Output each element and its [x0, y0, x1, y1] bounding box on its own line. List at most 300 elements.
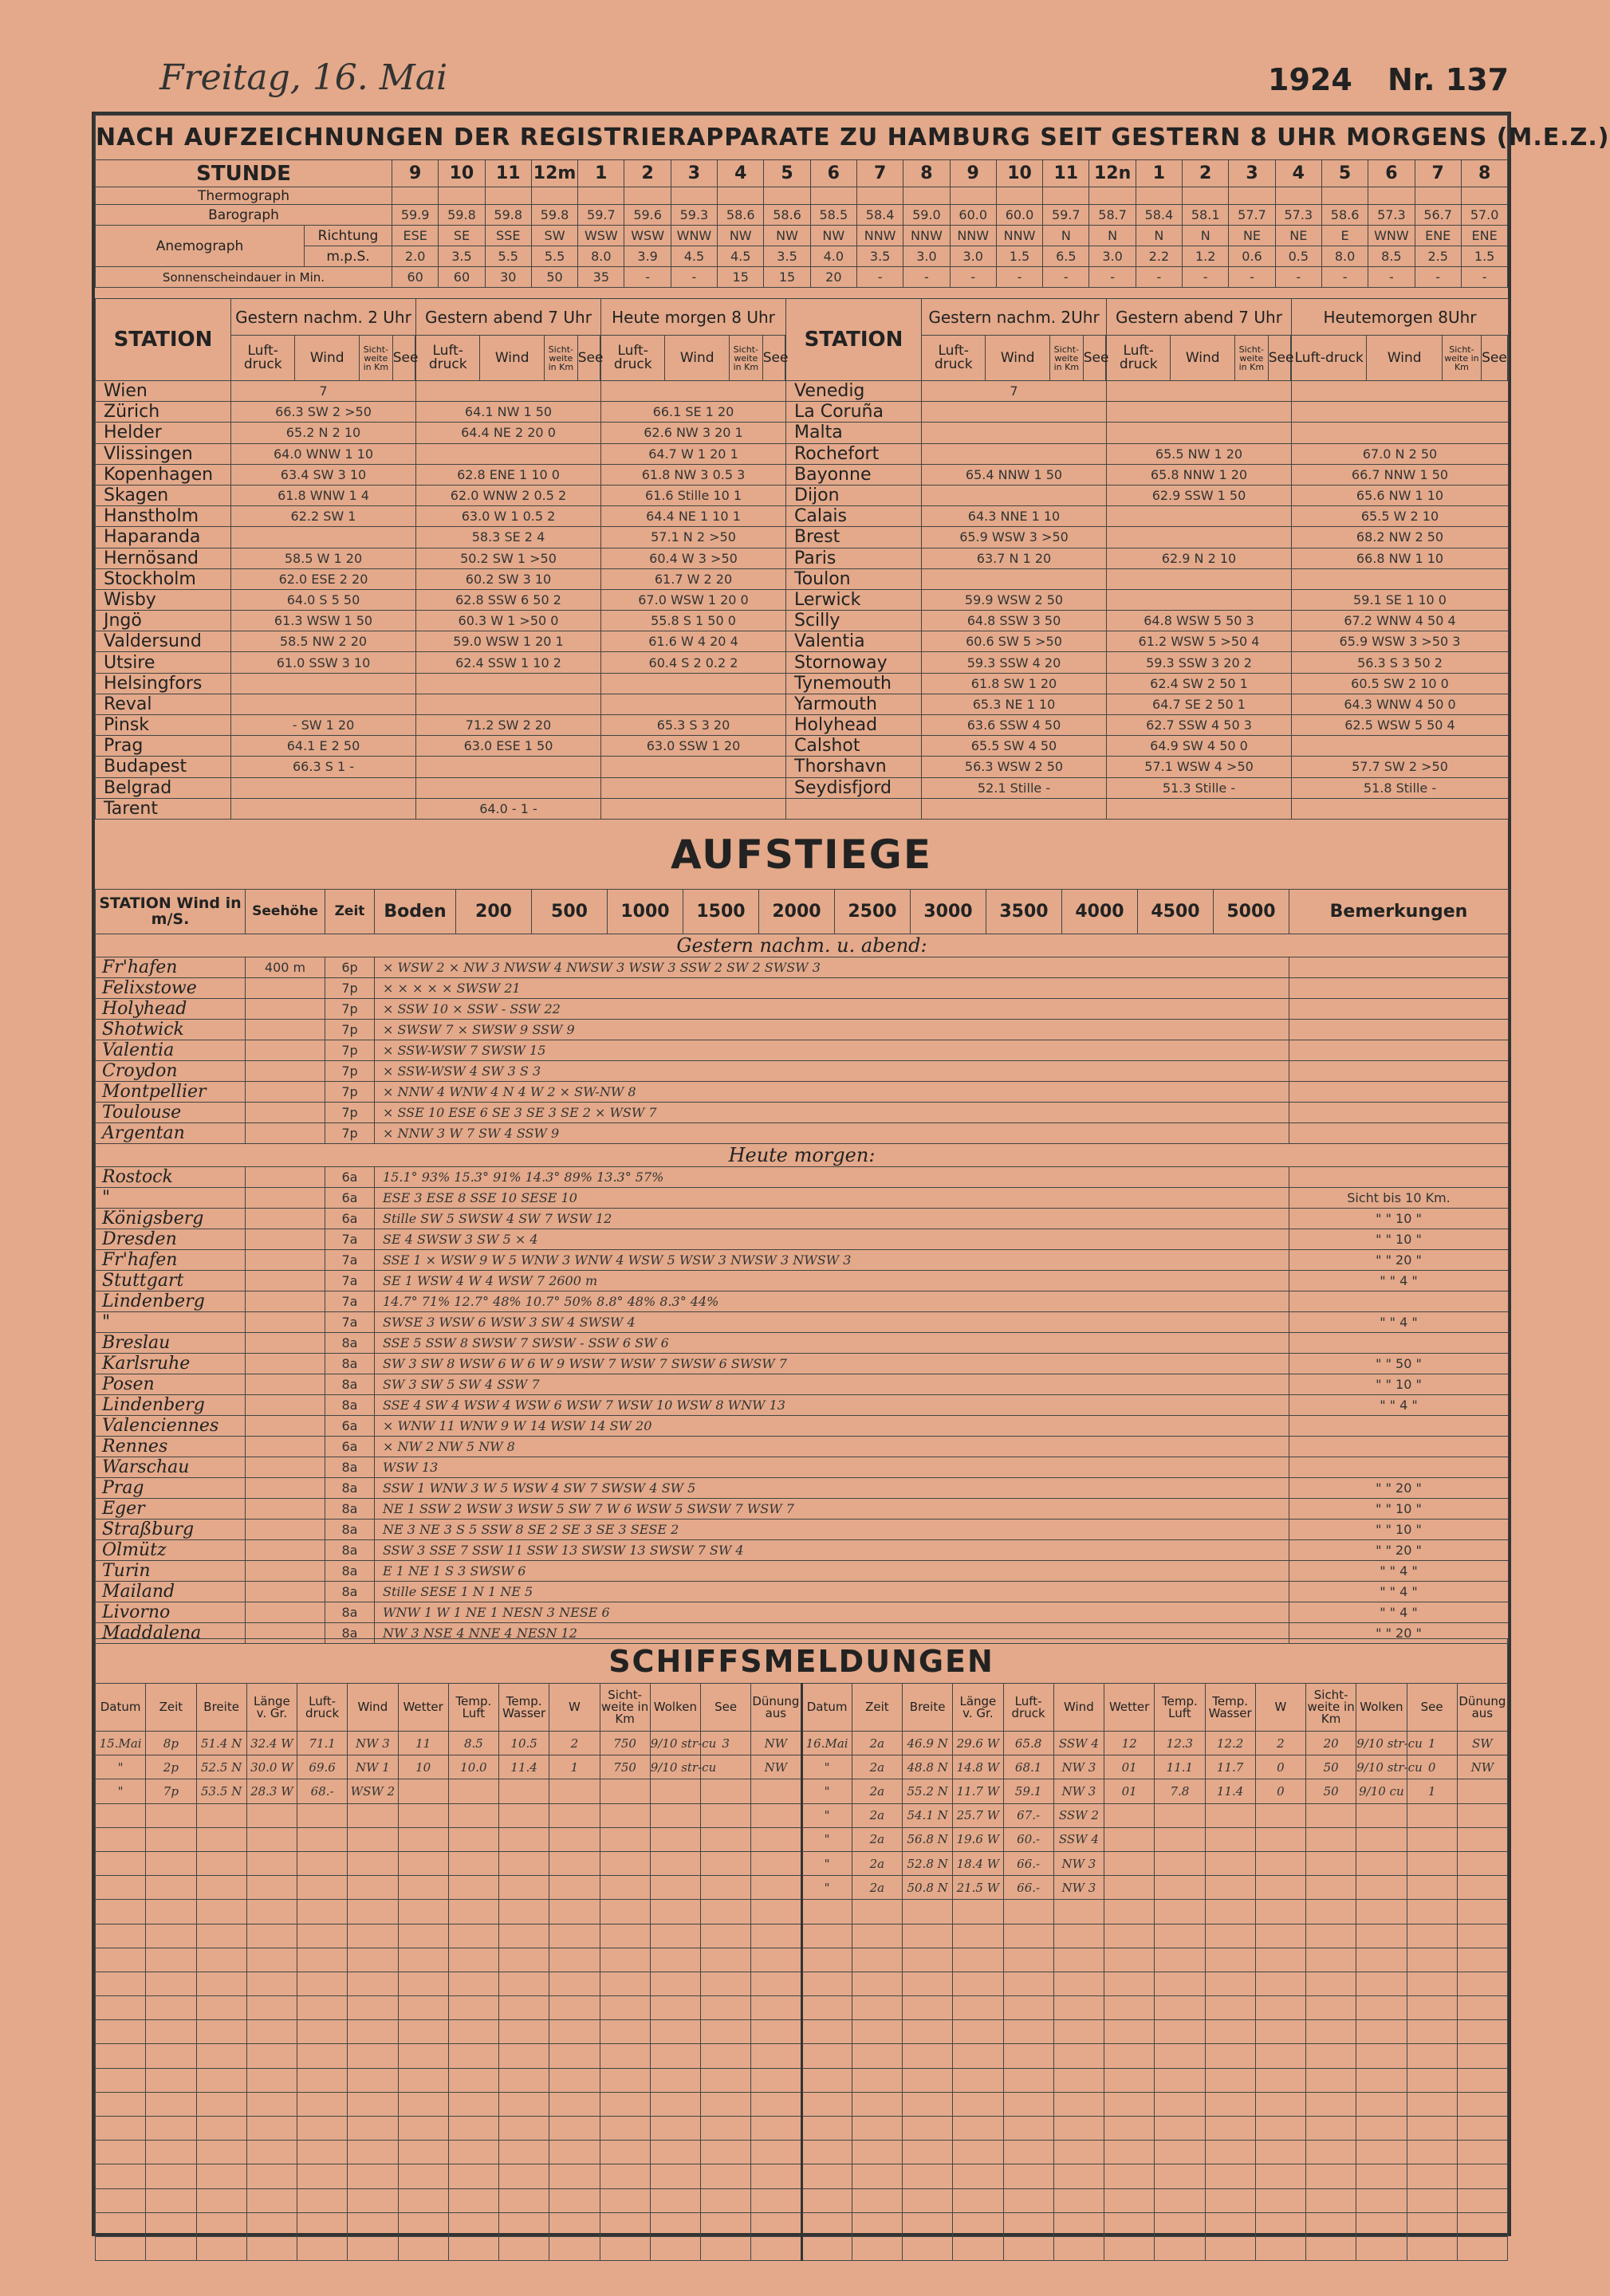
sonne-cell: - — [1089, 267, 1136, 288]
aufstieg-winds: × WNW 11 WNW 9 W 14 WSW 14 SW 20 — [375, 1416, 1289, 1437]
barograph-cell: 58.1 — [1183, 205, 1229, 226]
mps-label: m.p.S. — [305, 246, 392, 267]
schiff-cell — [751, 2236, 801, 2260]
schiff-cell — [246, 2020, 297, 2044]
schiff-col-header: See — [1407, 1684, 1457, 1732]
schiff-cell — [1457, 1779, 1507, 1803]
schiff-cell: 2a — [852, 1779, 902, 1803]
schiff-cell — [448, 2044, 498, 2068]
schiff-cell — [1053, 1900, 1104, 1924]
mps-cell: 0.6 — [1229, 246, 1275, 267]
schiff-cell — [297, 2236, 348, 2260]
schiff-cell — [1155, 1924, 1205, 1948]
hour-cell: 9 — [392, 160, 439, 187]
schiff-cell: 7.8 — [1155, 1779, 1205, 1803]
schiff-cell — [1255, 2188, 1305, 2212]
schiff-cell — [701, 1779, 751, 1803]
schiff-cell — [448, 1803, 498, 1827]
sub-header-sicht: Sicht-weite in Km — [1049, 336, 1083, 380]
station-obs-b: 62.0 WNW 2 0.5 2 — [416, 485, 601, 505]
schiff-cell — [701, 1996, 751, 2020]
station-obs-a: 58.5 W 1 20 — [231, 548, 416, 568]
station-obs-b — [1107, 589, 1292, 610]
richtung-label: Richtung — [305, 226, 392, 246]
aufstieg-bemerkung — [1289, 1040, 1509, 1061]
station-name: Helsingfors — [96, 673, 231, 694]
schiff-cell — [650, 1948, 700, 1972]
schiff-cell — [398, 2020, 448, 2044]
schiff-cell — [1306, 1827, 1356, 1851]
aufstieg-seehoehe — [246, 1123, 325, 1144]
schiff-cell — [1003, 1900, 1053, 1924]
schiff-cell — [499, 2141, 549, 2164]
schiff-cell — [1053, 2044, 1104, 2068]
aufstieg-seehoehe: 400 m — [246, 957, 325, 978]
schiff-cell — [499, 1900, 549, 1924]
schiff-cell — [953, 2044, 1003, 2068]
barograph-cell: 59.8 — [531, 205, 577, 226]
sub-header-luft: Luft-druck — [922, 336, 986, 380]
schiff-cell: 50.8 N — [903, 1876, 953, 1900]
schiff-cell — [196, 1827, 246, 1851]
aufstieg-bemerkung: " " 20 " — [1289, 1540, 1509, 1561]
schiff-cell: 29.6 W — [953, 1732, 1003, 1755]
schiff-cell — [398, 1779, 448, 1803]
schiff-cell: 2a — [852, 1732, 902, 1755]
schiff-cell: 2 — [549, 1732, 600, 1755]
richtung-cell: SW — [531, 226, 577, 246]
schiff-cell — [1053, 1996, 1104, 2020]
hour-cell: 4 — [1275, 160, 1321, 187]
schiff-cell — [1155, 1876, 1205, 1900]
schiff-cell — [297, 1803, 348, 1827]
station-obs-b: 62.4 SW 2 50 1 — [1107, 673, 1292, 694]
schiff-cell — [751, 1779, 801, 1803]
schiff-cell — [1003, 1972, 1053, 1995]
schiff-cell — [297, 2092, 348, 2116]
schiff-cell: 1 — [1407, 1779, 1457, 1803]
schiff-cell — [1407, 1803, 1457, 1827]
schiff-cell — [1407, 2092, 1457, 2116]
schiff-cell: 0 — [1255, 1779, 1305, 1803]
aufstiege-table — [95, 889, 1509, 1644]
schiff-cell — [499, 2188, 549, 2212]
schiff-cell — [903, 2188, 953, 2212]
aufstieg-seehoehe — [246, 1416, 325, 1437]
schiff-cell — [96, 1827, 146, 1851]
station-obs-b: 64.8 WSW 5 50 3 — [1107, 611, 1292, 631]
schiff-cell: 14.8 W — [953, 1755, 1003, 1779]
schiff-cell — [1457, 1996, 1507, 2020]
schiff-cell — [751, 1876, 801, 1900]
schiff-cell — [903, 1948, 953, 1972]
stunde-label: STUNDE — [96, 160, 392, 187]
schiff-col-header: Wetter — [398, 1684, 448, 1732]
schiff-cell — [398, 1803, 448, 1827]
schiff-cell — [499, 2117, 549, 2141]
schiff-cell — [852, 2236, 902, 2260]
sub-header-luft: Luft-druck — [231, 336, 295, 380]
schiff-cell — [1356, 2117, 1407, 2141]
station-obs-c: 61.6 Stille 10 1 — [601, 485, 786, 505]
schiff-cell — [96, 2212, 146, 2236]
schiff-cell — [1255, 1972, 1305, 1995]
schiff-col-header: W — [549, 1684, 600, 1732]
schiff-cell — [1155, 2141, 1205, 2164]
schiff-cell — [852, 2188, 902, 2212]
schiff-cell — [1205, 1900, 1255, 1924]
schiff-cell — [1104, 1900, 1155, 1924]
mps-cell: 6.5 — [1043, 246, 1089, 267]
station-obs-c: 61.6 W 4 20 4 — [601, 631, 786, 652]
station-obs-c: 65.6 NW 1 10 — [1292, 485, 1509, 505]
schiff-cell — [1003, 2141, 1053, 2164]
schiff-cell: 10.0 — [448, 1755, 498, 1779]
schiff-cell — [801, 2092, 852, 2116]
schiff-cell — [96, 2117, 146, 2141]
aufstieg-station: " — [96, 1312, 246, 1333]
station-obs-c: 55.8 S 1 50 0 — [601, 611, 786, 631]
schiff-cell — [398, 2188, 448, 2212]
aufstieg-seehoehe — [246, 1602, 325, 1623]
schiff-cell — [600, 1900, 650, 1924]
schiff-cell — [600, 2188, 650, 2212]
schiff-cell — [1306, 1996, 1356, 2020]
schiff-cell — [448, 2236, 498, 2260]
station-obs-c: 64.3 WNW 4 50 0 — [1292, 694, 1509, 714]
schiff-cell — [600, 1827, 650, 1851]
station-name: Helder — [96, 423, 231, 443]
station-name: Venedig — [786, 381, 922, 402]
aufstieg-station: Eger — [96, 1499, 246, 1520]
schiff-cell — [1255, 1924, 1305, 1948]
sub-header-wind: Wind — [1367, 336, 1442, 380]
aufstieg-winds: × SSE 10 ESE 6 SE 3 SE 3 SE 2 × WSW 7 — [375, 1103, 1289, 1123]
station-obs-b: 64.0 - 1 - — [416, 798, 601, 819]
aufstieg-station: Croydon — [96, 1061, 246, 1082]
schiff-cell — [1104, 1851, 1155, 1875]
schiff-cell — [801, 1948, 852, 1972]
schiff-cell — [96, 1948, 146, 1972]
mps-cell: 3.0 — [1089, 246, 1136, 267]
aufstieg-bemerkung — [1289, 1333, 1509, 1354]
aufstieg-bemerkung — [1289, 1020, 1509, 1040]
schiff-cell — [146, 2188, 196, 2212]
barograph-cell: 57.0 — [1461, 205, 1508, 226]
richtung-cell: SSE — [485, 226, 531, 246]
thermo-cell — [903, 187, 950, 205]
schiff-cell — [701, 2212, 751, 2236]
schiff-cell — [499, 1924, 549, 1948]
schiff-cell — [1053, 2236, 1104, 2260]
schiff-cell — [1104, 2188, 1155, 2212]
schiff-cell — [549, 1827, 600, 1851]
station-obs-c: 67.2 WNW 4 50 4 — [1292, 611, 1509, 631]
schiff-cell — [146, 1948, 196, 1972]
aufstieg-zeit: 6p — [325, 957, 375, 978]
sub-header-see: See — [762, 336, 785, 380]
sonne-cell: - — [950, 267, 996, 288]
schiff-cell — [1104, 2068, 1155, 2092]
schiff-cell — [448, 1876, 498, 1900]
aufstiege-col-header: 500 — [532, 890, 608, 934]
schiff-cell — [1053, 2092, 1104, 2116]
schiff-cell — [1003, 2117, 1053, 2141]
aufstieg-zeit: 7a — [325, 1312, 375, 1333]
schiff-cell: 66.- — [1003, 1876, 1053, 1900]
schiff-col-header: Wolken — [1356, 1684, 1407, 1732]
schiff-cell — [600, 1948, 650, 1972]
schiff-cell — [600, 2020, 650, 2044]
thermo-cell — [624, 187, 671, 205]
schiff-cell — [1155, 1851, 1205, 1875]
schiff-cell — [1306, 2068, 1356, 2092]
schiff-cell — [751, 2164, 801, 2188]
schiff-cell — [1457, 1876, 1507, 1900]
sonne-cell: - — [1136, 267, 1182, 288]
station-obs-b — [1107, 381, 1292, 402]
richtung-cell: N — [1136, 226, 1182, 246]
hour-cell: 4 — [718, 160, 764, 187]
schiff-cell — [903, 2117, 953, 2141]
schiff-cell — [96, 1996, 146, 2020]
group-header: Gestern nachm. 2 Uhr — [231, 299, 416, 336]
mps-cell: 3.0 — [903, 246, 950, 267]
sonne-cell: - — [1183, 267, 1229, 288]
schiff-cell — [1457, 2092, 1507, 2116]
schiff-cell — [751, 2117, 801, 2141]
schiff-cell — [348, 2212, 398, 2236]
schiff-cell — [600, 2212, 650, 2236]
aufstieg-bemerkung — [1289, 1292, 1509, 1312]
schiff-cell — [650, 2020, 700, 2044]
schiff-cell — [1306, 1876, 1356, 1900]
sub-header-group — [922, 336, 1107, 381]
schiff-cell — [751, 1972, 801, 1995]
thermo-cell — [671, 187, 717, 205]
schiff-cell — [751, 1924, 801, 1948]
schiff-cell — [701, 2092, 751, 2116]
schiff-cell — [1205, 2188, 1255, 2212]
richtung-cell: N — [1183, 226, 1229, 246]
aufstieg-winds: × SSW 10 × SSW - SSW 22 — [375, 999, 1289, 1020]
station-obs-a — [922, 423, 1107, 443]
sub-header-inner — [1107, 336, 1294, 380]
station-obs-b: 62.7 SSW 4 50 3 — [1107, 715, 1292, 736]
schiff-cell — [801, 2117, 852, 2141]
schiff-cell — [1356, 1827, 1407, 1851]
schiff-cell — [398, 1996, 448, 2020]
aufstieg-bemerkung: " " 20 " — [1289, 1250, 1509, 1271]
schiff-cell — [1306, 2164, 1356, 2188]
station-obs-c: 64.4 NE 1 10 1 — [601, 506, 786, 527]
schiff-cell — [1053, 2212, 1104, 2236]
schiff-cell — [852, 1900, 902, 1924]
station-obs-c — [1292, 381, 1509, 402]
schiff-cell — [701, 1972, 751, 1995]
schiff-cell — [549, 1779, 600, 1803]
richtung-cell: ENE — [1461, 226, 1508, 246]
station-obs-c: 51.8 Stille - — [1292, 777, 1509, 798]
hour-cell: 8 — [1461, 160, 1508, 187]
schiff-cell — [196, 2117, 246, 2141]
schiff-cell — [297, 2044, 348, 2068]
barograph-cell: 56.7 — [1415, 205, 1461, 226]
richtung-cell: N — [1043, 226, 1089, 246]
station-obs-c: 65.9 WSW 3 >50 3 — [1292, 631, 1509, 652]
schiff-cell — [146, 2164, 196, 2188]
schiff-cell — [600, 1876, 650, 1900]
station-obs-b: 50.2 SW 1 >50 — [416, 548, 601, 568]
aufstiege-title: AUFSTIEGE — [671, 832, 932, 878]
schiff-cell — [146, 1996, 196, 2020]
schiff-cell — [953, 2212, 1003, 2236]
aufstieg-station: Warschau — [96, 1457, 246, 1478]
aufstieg-station: Valentia — [96, 1040, 246, 1061]
schiff-cell — [448, 1900, 498, 1924]
aufstieg-zeit: 7p — [325, 999, 375, 1020]
schiff-cell — [448, 1827, 498, 1851]
schiff-cell — [1407, 1851, 1457, 1875]
hour-cell: 1 — [578, 160, 624, 187]
schiff-cell — [96, 1851, 146, 1875]
schiff-cell — [1155, 2188, 1205, 2212]
schiff-cell — [499, 2212, 549, 2236]
schiff-cell — [1003, 2164, 1053, 2188]
aufstieg-zeit: 7p — [325, 1040, 375, 1061]
schiff-cell — [348, 1900, 398, 1924]
station-name: Prag — [96, 736, 231, 757]
mps-cell: 2.0 — [392, 246, 439, 267]
aufstieg-winds: Stille SW 5 SWSW 4 SW 7 WSW 12 — [375, 1209, 1289, 1229]
hour-cell: 3 — [1229, 160, 1275, 187]
schiff-cell — [1053, 1972, 1104, 1995]
schiff-cell — [1306, 1924, 1356, 1948]
schiff-cell — [1205, 2068, 1255, 2092]
station-name: Thorshavn — [786, 757, 922, 777]
schiff-cell — [1407, 1924, 1457, 1948]
schiff-cell — [1104, 2092, 1155, 2116]
schiff-col-header: Temp. Luft — [448, 1684, 498, 1732]
aufstieg-bemerkung: " " 4 " — [1289, 1395, 1509, 1416]
barograph-cell: 58.6 — [764, 205, 810, 226]
sub-header-group — [1292, 336, 1509, 381]
aufstieg-winds: × WSW 2 × NW 3 NWSW 4 NWSW 3 WSW 3 SSW 2 SW 2 SWSW 3 — [375, 957, 1289, 978]
schiff-cell — [801, 2164, 852, 2188]
schiff-cell — [1003, 2020, 1053, 2044]
aufstiege-col-header: STATION Wind in m/S. — [96, 890, 246, 934]
thermo-cell — [1089, 187, 1136, 205]
schiff-cell — [1104, 1924, 1155, 1948]
aufstiege-col-header: Zeit — [325, 890, 375, 934]
schiff-cell — [297, 1996, 348, 2020]
richtung-cell: WNW — [1368, 226, 1415, 246]
schiff-cell — [1003, 1996, 1053, 2020]
schiff-cell — [650, 2044, 700, 2068]
aufstiege-col-header: 2500 — [835, 890, 911, 934]
aufstiege-col-header: 1500 — [683, 890, 759, 934]
station-obs-a: 63.7 N 1 20 — [922, 548, 1107, 568]
aufstieg-winds: WNW 1 W 1 NE 1 NESN 3 NESE 6 — [375, 1602, 1289, 1623]
aufstieg-zeit: 8a — [325, 1374, 375, 1395]
schiff-col-header: Breite — [903, 1684, 953, 1732]
sonne-cell: 30 — [485, 267, 531, 288]
aufstieg-zeit: 7p — [325, 1020, 375, 1040]
schiff-cell — [1306, 2188, 1356, 2212]
station-name: Stockholm — [96, 568, 231, 589]
schiff-cell: 67.- — [1003, 1803, 1053, 1827]
aufstieg-station: Lindenberg — [96, 1395, 246, 1416]
station-obs-c — [601, 694, 786, 714]
schiff-cell — [499, 2044, 549, 2068]
station-obs-b — [1107, 423, 1292, 443]
richtung-cell: NNW — [903, 226, 950, 246]
schiff-cell — [1155, 1972, 1205, 1995]
schiff-cell: 60.- — [1003, 1827, 1053, 1851]
aufstieg-winds: SW 3 SW 8 WSW 6 W 6 W 9 WSW 7 WSW 7 SWSW 6 SWSW 7 — [375, 1354, 1289, 1374]
station-name — [786, 798, 922, 819]
schiff-cell — [348, 1996, 398, 2020]
thermo-cell — [950, 187, 996, 205]
schiff-cell — [650, 2117, 700, 2141]
schiff-cell — [1356, 1972, 1407, 1995]
schiff-cell — [1155, 2117, 1205, 2141]
schiff-cell — [348, 1851, 398, 1875]
schiff-cell — [1457, 2141, 1507, 2164]
aufstieg-bemerkung — [1289, 957, 1509, 978]
thermo-cell — [578, 187, 624, 205]
schiff-cell — [1205, 2141, 1255, 2164]
schiff-cell — [196, 2020, 246, 2044]
schiff-cell — [1407, 2212, 1457, 2236]
aufstieg-bemerkung: " " 4 " — [1289, 1582, 1509, 1602]
station-obs-a: 56.3 WSW 2 50 — [922, 757, 1107, 777]
schiff-cell — [600, 2141, 650, 2164]
schiff-cell — [751, 1803, 801, 1827]
schiff-cell — [1356, 2164, 1407, 2188]
station-obs-b: 64.1 NW 1 50 — [416, 402, 601, 423]
schiff-cell — [801, 2044, 852, 2068]
thermo-cell — [1183, 187, 1229, 205]
barograph-cell: 58.5 — [810, 205, 856, 226]
schiff-cell — [398, 2236, 448, 2260]
aufstieg-bemerkung — [1289, 978, 1509, 999]
thermo-cell — [1461, 187, 1508, 205]
group-header: Heutemorgen 8Uhr — [1292, 299, 1509, 336]
schiff-cell — [348, 1876, 398, 1900]
schiff-cell — [549, 1972, 600, 1995]
schiff-cell — [297, 2212, 348, 2236]
schiff-cell — [96, 1924, 146, 1948]
schiff-cell — [751, 1948, 801, 1972]
station-obs-a: 64.3 NNE 1 10 — [922, 506, 1107, 527]
schiff-cell — [1205, 2164, 1255, 2188]
barograph-cell: 59.0 — [903, 205, 950, 226]
schiff-cell — [549, 1948, 600, 1972]
station-obs-b: 64.4 NE 2 20 0 — [416, 423, 601, 443]
barograph-cell: 59.7 — [1043, 205, 1089, 226]
schiff-cell — [398, 2141, 448, 2164]
schiff-cell — [650, 2188, 700, 2212]
aufstieg-zeit: 7p — [325, 1061, 375, 1082]
schiff-cell — [701, 2188, 751, 2212]
schiff-cell — [1306, 2092, 1356, 2116]
aufstieg-winds: NE 3 NE 3 S 5 SSW 8 SE 2 SE 3 SE 3 SESE 2 — [375, 1520, 1289, 1540]
aufstieg-winds: × × × × × SWSW 21 — [375, 978, 1289, 999]
schiff-cell — [1255, 1876, 1305, 1900]
schiff-cell — [650, 1779, 700, 1803]
schiff-cell — [751, 1996, 801, 2020]
